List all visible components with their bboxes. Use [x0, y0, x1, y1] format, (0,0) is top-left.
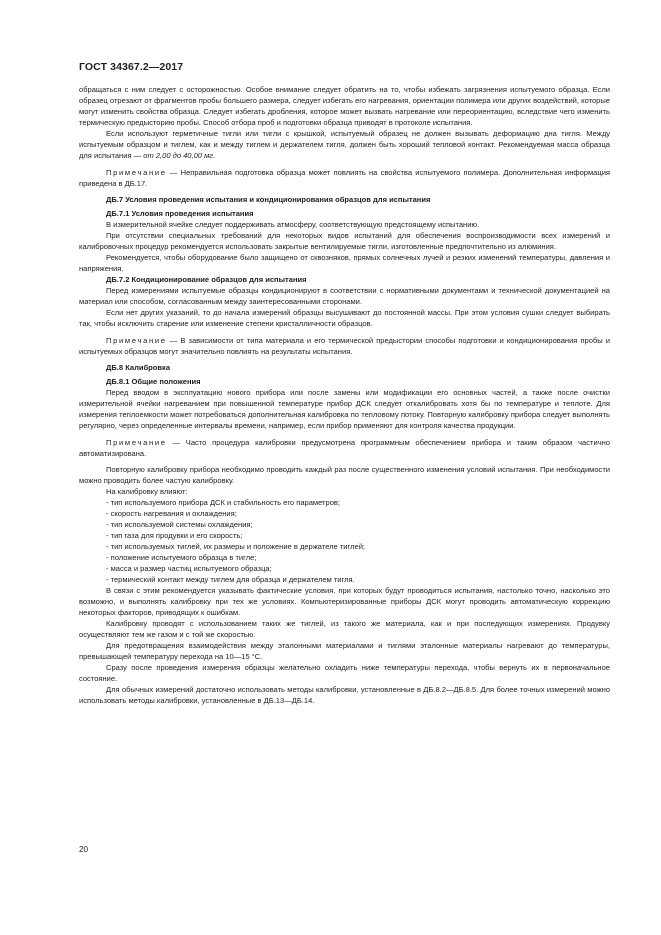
paragraph: На калибровку влияют:	[106, 487, 188, 496]
note-label: Примечание	[106, 335, 167, 345]
list-item: - термический контакт между тиглем для образца и держателем тигля.	[106, 575, 355, 584]
note-label: Примечание	[106, 167, 167, 177]
paragraph-text: Если используют герметичные тигли или тигли с крышкой, испытуемый образец не должен вызывать деформацию дна тигля. Между испытуемым образцом и тиглем, как и между тиглем и держателем тигля, должен быть хороший тепловой контакт. Рекомендуемая масса образца для испытания —	[79, 129, 610, 160]
list-item: - скорость нагревания и охлаждения;	[106, 509, 237, 518]
note	[79, 335, 610, 357]
note-text: — Часто процедура калибровки предусмотрена программным обеспечением прибора и таким образом частично автоматизирована.	[79, 437, 610, 458]
paragraph: Перед вводом в эксплуатацию нового прибора или после замены или модификации его основных частей, а также после очистки измерительной ячейки нагреванием при повышенной температуре прибор ДСК следует откалибровать хотя бы по температуре и теплоте. Для измерения теплоемкости может потребоваться дополнительная калибровка по тепловому потоку. Повторную калибровку прибора следует выполнять регулярно, через определенные интервалы времени, например, если прибор применяют для контроля качества продукции.	[79, 388, 610, 430]
paragraph: Для предотвращения взаимодействия между эталонными материалами и тиглями эталонные материалы нагревают до температуры, превышающей температуру перехода на 10—15 °С.	[79, 641, 610, 661]
list-item: - тип используемого прибора ДСК и стабильность его параметров;	[106, 498, 341, 507]
note-text: — В зависимости от типа материала и его термической предыстории способы подготовки и кондиционирования пробы и испытуемых образцов могут значительно повлиять на результаты испытания.	[79, 335, 610, 356]
section-heading-db7: ДБ.7 Условия проведения испытания и кондиционирования образцов для испытания	[106, 195, 431, 204]
paragraph: В измерительной ячейке следует поддерживать атмосферу, соответствующую предстоящему испытанию.	[106, 220, 480, 229]
subsection-heading-db81: ДБ.8.1 Общие положения	[106, 377, 201, 386]
note	[79, 167, 610, 189]
list-item: - положение испытуемого образца в тигле;	[106, 553, 257, 562]
paragraph: В связи с этим рекомендуется указывать фактические условия, при которых будут проводиться испытания, настолько точно, насколько это возможно, и выполнять калибровку при тех же условиях. Компьютеризированные приборы ДСК могут проводить автоматическую коррекцию некоторых факторов, приводящих к ошибкам.	[79, 586, 610, 617]
paragraph: обращаться с ним следует с осторожностью. Особое внимание следует обратить на то, чтобы избежать загрязнения испытуемого образца. Если образец отрезают от фрагментов пробы большего размера, следует избегать его нагревания, ориентации полимера или других воздействий, которые могут изменить свойства образца. Следует избегать дробления, которое может вызвать нагревание или переориентацию, вследствие чего изменить термическую предысторию пробы. Способ отбора проб и подготовки образца приводят в протоколе испытания.	[79, 85, 610, 127]
list-item: - тип используемой системы охлаждения;	[106, 520, 253, 529]
paragraph: Рекомендуется, чтобы оборудование было защищено от сквозняков, прямых солнечных лучей и резких изменений температуры, давления и напряжения.	[79, 253, 610, 273]
list-item: - тип газа для продувки и его скорость;	[106, 531, 243, 540]
list-item: - масса и размер частиц испытуемого образца;	[106, 564, 272, 573]
calibration-factors-list	[79, 497, 610, 585]
note-label: Примечание	[106, 437, 167, 447]
note	[79, 437, 610, 459]
page-number: 20	[79, 845, 89, 854]
section-heading-db8: ДБ.8 Калибровка	[106, 363, 171, 372]
paragraph: Калибровку проводят с использованием таких же тиглей, из такого же материала, как и при последующих измерениях. Продувку осуществляют тем же газом и с той же скоростью.	[79, 619, 610, 639]
paragraph: Для обычных измерений достаточно использовать методы калибровки, установленные в ДБ.8.2—ДБ.8.5. Для более точных измерений можно использовать методы калибровки, установленные в ДБ.13—ДБ.14.	[79, 685, 610, 705]
paragraph: Перед измерениями испытуемые образцы кондиционируют в соответствии с нормативными документами и технической документацией на материал или способом, согласованным между заинтересованными сторонами.	[79, 286, 610, 306]
paragraph: Если нет других указаний, то до начала измерений образцы высушивают до постоянной массы. При этом условия сушки следует выбирать так, чтобы исключить старение или изменение степени кристалличности образцов.	[79, 308, 610, 328]
paragraph-end: .	[213, 151, 216, 160]
subsection-heading-db71: ДБ.7.1 Условия проведения испытания	[106, 209, 254, 218]
sample-mass-value: от 2,00 до 40,00 мг	[143, 151, 213, 160]
paragraph: При отсутствии специальных требований для некоторых видов испытаний для обеспечения воспроизводимости всех измерений и калибровочных процедур рекомендуется использовать закрытые вентилируемые тигли, изготовленные предпочтительно из алюминия.	[79, 231, 610, 251]
paragraph: Сразу после проведения измерения образцы желательно охладить ниже температуры перехода, чтобы вернуть их в первоначальное состояние.	[79, 663, 610, 683]
subsection-heading-db72: ДБ.7.2 Кондиционирование образцов для испытания	[106, 275, 307, 284]
list-item: - тип используемых тиглей, их размеры и положение в держателе тиглей;	[106, 542, 366, 551]
page-header-standard-id: ГОСТ 34367.2—2017	[79, 61, 184, 73]
page-content	[79, 84, 610, 706]
paragraph	[79, 128, 610, 161]
paragraph: Повторную калибровку прибора необходимо проводить каждый раз после существенного изменения условий испытания. При необходимости можно проводить более частую калибровку.	[79, 465, 610, 485]
note-text: — Неправильная подготовка образца может повлиять на свойства испытуемого полимера. Дополнительная информация приведена в ДБ.17.	[79, 167, 610, 188]
